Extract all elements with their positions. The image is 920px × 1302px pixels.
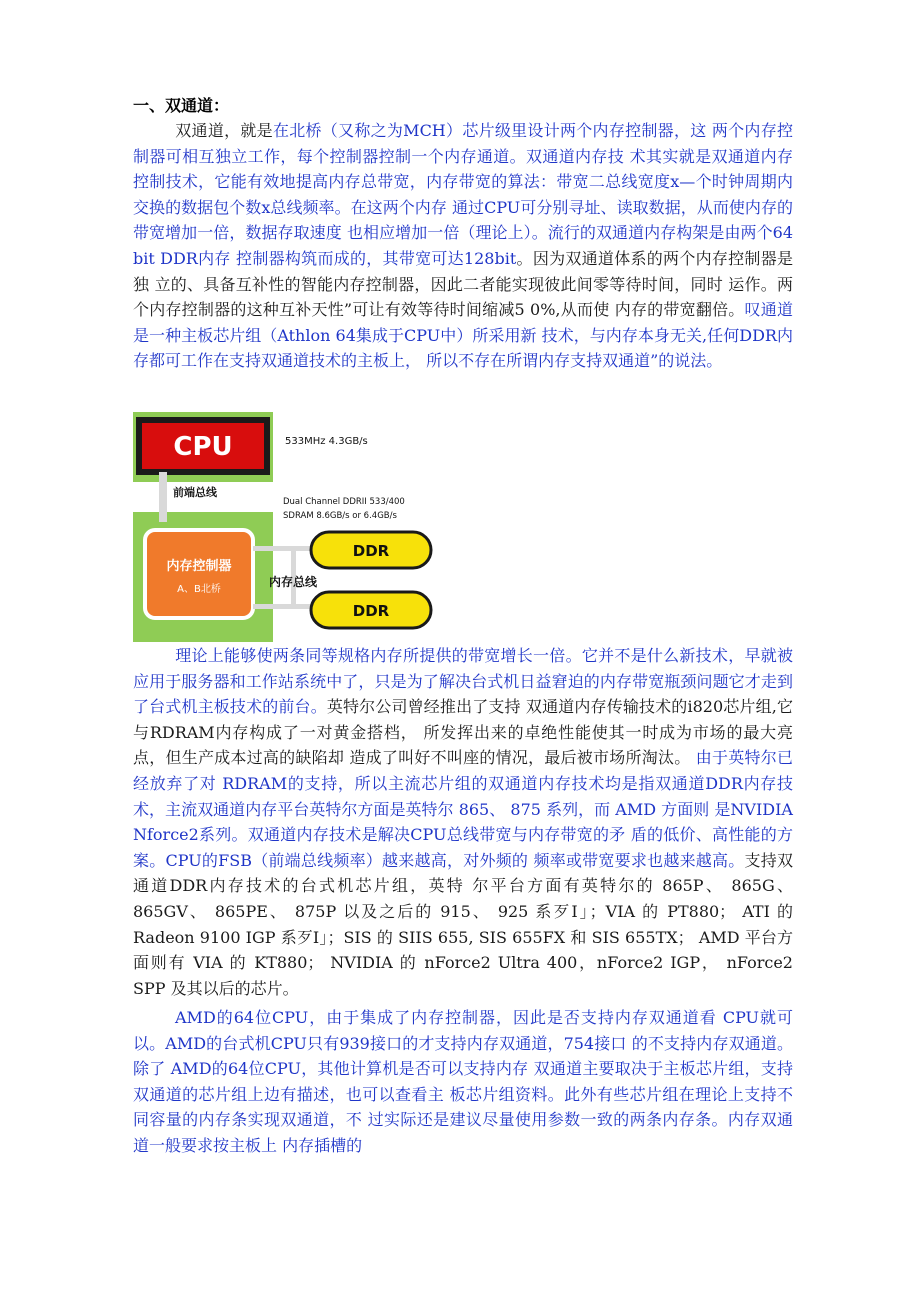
section-heading: 一、双通道：	[133, 96, 230, 115]
bus-line-upper	[253, 546, 311, 551]
p2-run: 理论上能够使两条同等规格内存所提供的带宽增长一倍。它并不是什么新技术，早就被应用于服务器和工作站系统中了，只是为了解决台式机日益窘迫的内存带宽瓶颈问题它才走到了台式机主板技术的前台。	[133, 646, 793, 717]
fsb-connector	[159, 472, 167, 522]
paragraph-dual-channel-intro	[133, 118, 793, 374]
fsb-label: 前端总线	[173, 486, 217, 499]
cpu-label: CPU	[173, 432, 233, 462]
p2-run: 英特尔公司曾经推出了支持 双通道内存传输技术的i820芯片组,它与RDRAM内存构成了一对黄金搭档， 所发挥出来的卓绝性能使其一时成为市场的最大亮点，但生产成本过高的缺陷却 造成了叫好不叫座的情况，最后被市场所淘汰。	[133, 697, 793, 768]
p1-run: 双通道，就是	[175, 121, 273, 140]
p1-run: 在北桥（又称之为MCH）芯片级里设计两个内存控制器，这 两个内存控制器可相互独立工作，每个控制器控制一个内存通道。双通道内存技 术其实就是双通道内存控制技术，它能有效地提高内存总带宽，内存带宽的算法：带宽二总线宽度x—个时钟周期内交换的数据包个数x总线频率。在这两个内存 通过CPU可分别寻址、读取数据，从而使内存的带宽增加一倍，数据存取速度 也相应增加一倍（理论上）。流行的双通道内存构架是由两个64 bit DDR内存 控制器构筑而成的，其带宽可达128bit	[133, 121, 793, 268]
p2-run: 由于英特尔已经放弃了对 RDRAM的支持，所以主流芯片组的双通道内存技术均是指双通道DDR内存技 术，主流双通道内存平台英特尔方面是英特尔 865、 875 系列，而 AMD 方面则 是NVIDIA Nforce2系列。双通道内存技术是解决CPU总线带宽与内存带宽的矛 盾的低价、高性能的方案。CPU的FSB（前端总线频率）越来越高，对外频的 频率或带宽要求也越来越高。	[133, 748, 793, 870]
paragraph-bandwidth-theory	[133, 643, 793, 1001]
ddr-label-2: DDR	[352, 602, 390, 620]
dual-channel-diagram	[133, 412, 441, 642]
dual-channel-label-2: SDRAM 8.6GB/s or 6.4GB/s	[283, 511, 397, 521]
memory-controller-box	[145, 530, 253, 618]
bus-line-lower	[253, 604, 311, 609]
cpu-speed-label: 533MHz 4.3GB/s	[285, 436, 368, 447]
p3-run: AMD的64位CPU，由于集成了内存控制器，因此是否支持内存双通道看 CPU就可以。AMD的台式机CPU只有939接口的才支持内存双通道，754接口 的不支持内存双通道。除了 AMD的64位CPU，其他计算机是否可以支持内存 双通道主要取决于主板芯片组，支持双通道的芯片组上边有描述，也可以查看主 板芯片组资料。此外有些芯片组在理论上支持不同容量的内存条实现双通道，不 过实际还是建议尽量使用参数一致的两条内存条。内存双通道一般要求按主板上 内存插槽的	[133, 1008, 793, 1155]
paragraph-amd-cpu	[133, 1005, 793, 1159]
p1-run: 。因为双通道体系的两个内存控制器是独 立的、具备互补性的智能内存控制器，因此二者能实现彼此间零等待时间，同时 运作。两个内存控制器的这种互补天性”可让有效等待时间缩减5 0%,从而使 内存的带宽翻倍。	[133, 248, 793, 320]
p1-run: 叹通道是一种主板芯片组（Athlon 64集成于CPU中）所采用新 技术，与内存本身无关,任何DDR内存都可工作在支持双通道技术的主板上， 所以不存在所谓内存支持双通道”的说法。	[133, 300, 793, 371]
dual-channel-label-1: Dual Channel DDRII 533/400	[283, 497, 405, 507]
ddr-label-1: DDR	[352, 542, 390, 560]
p2-run: 支持双通道DDR内存技术的台式机芯片组，英特 尔平台方面有英特尔的 865P、 865G、 865GV、 865PE、 875P 以及之后的 915、 925 系歹I」；VIA 的 PT880； ATI 的 Radeon 9100 IGP 系歹I」；SIS 的 SIIS 655, SIS 655FX 和 SIS 655TX； AMD 平台方面则有 VIA 的 KT880； NVIDIA 的 nForce2 Ultra 400，nForce2 IGP， nForce2 SPP 及其以后的芯片。	[133, 850, 793, 998]
controller-label: 内存控制器	[166, 559, 232, 574]
memory-bus-label: 内存总线	[269, 575, 318, 589]
controller-sub-label: A、B北桥	[177, 584, 221, 595]
